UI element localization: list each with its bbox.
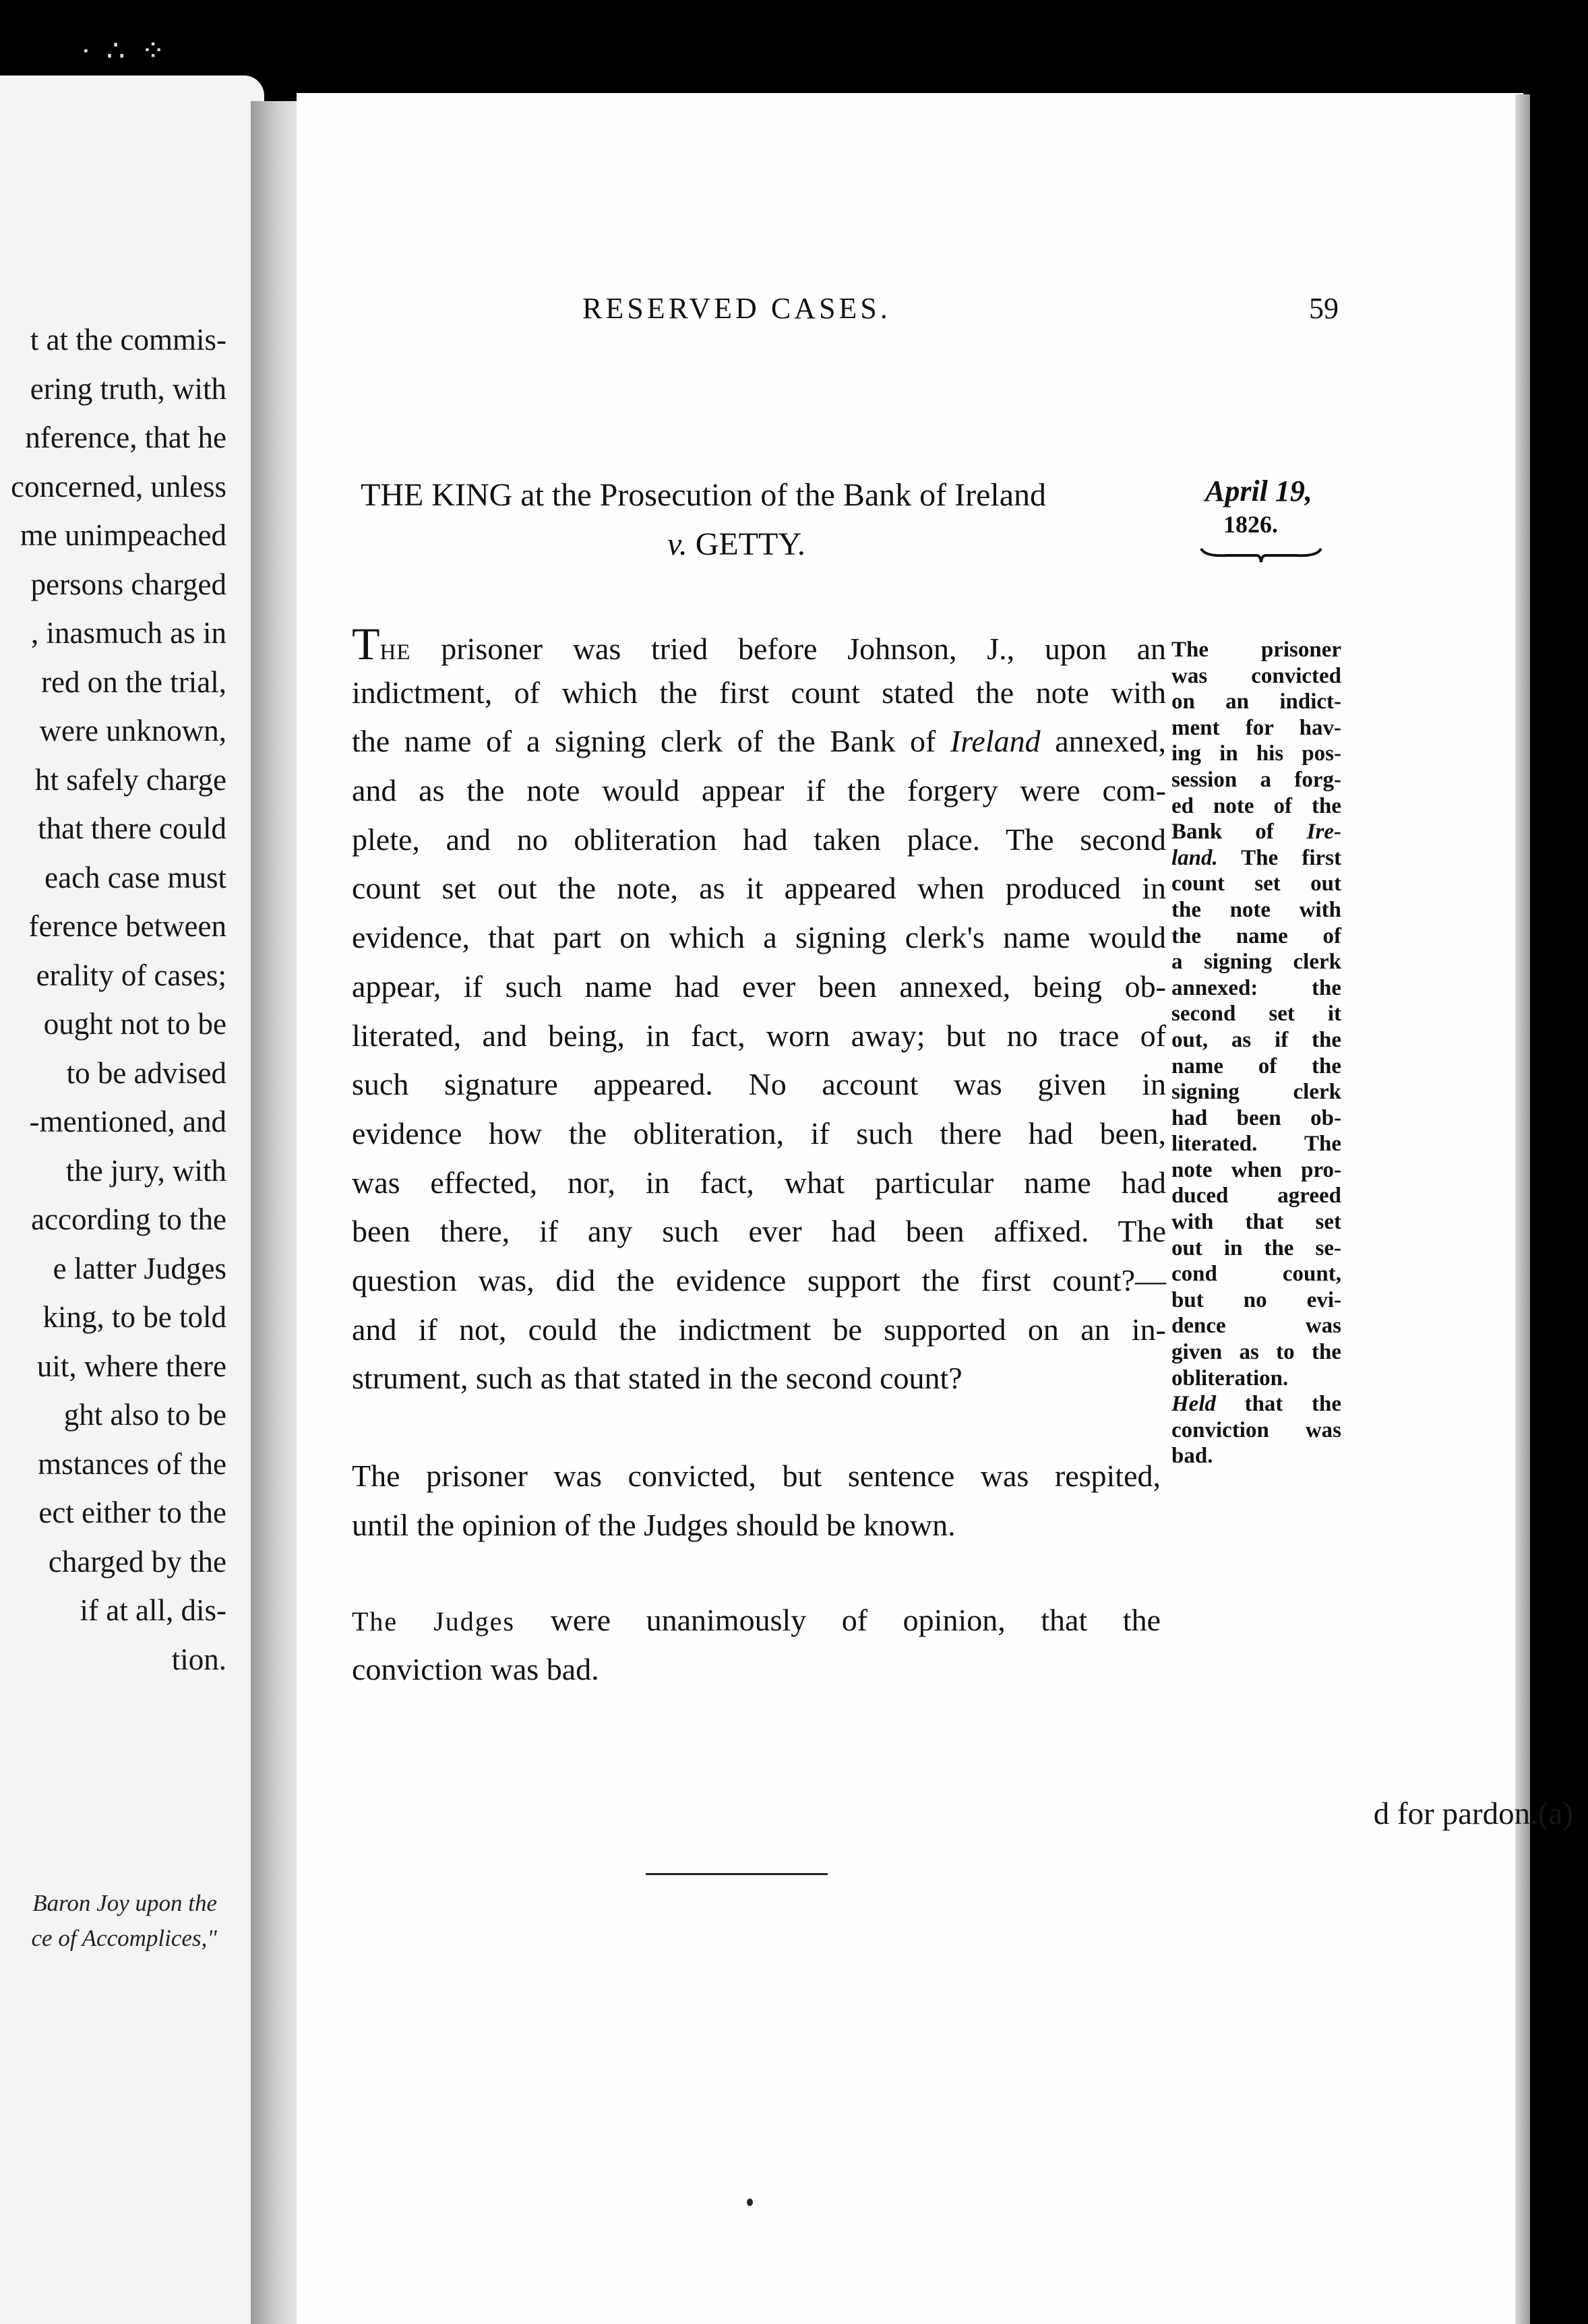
body-line: such signature appeared. No account was given in [352, 1067, 1166, 1102]
page-edge [1515, 94, 1530, 2324]
first-line-text: prisoner was tried before Johnson, J., upon an [410, 632, 1166, 666]
left-page-footnote [0, 1886, 217, 1956]
left-page-line: ht safely charge [34, 762, 226, 797]
marginal-note-line: the note with [1171, 897, 1341, 922]
marginal-note-line: land. The first [1171, 845, 1341, 870]
left-page-line: , inasmuch as in [31, 616, 226, 650]
running-head: RESERVED CASES. [582, 292, 891, 325]
left-page-line: the jury, with [65, 1153, 226, 1188]
marginal-note-line: ing in his pos- [1171, 741, 1341, 766]
left-page-line: ering truth, with [30, 371, 226, 406]
marginal-note-line: out in the se- [1171, 1235, 1341, 1260]
body-line: indictment, of which the first count stated the note with [352, 675, 1166, 710]
marginal-note-line: literated. The [1171, 1132, 1341, 1157]
body-line: question was, did the evidence support the first count?— [352, 1262, 1166, 1297]
marginal-note-line: but no evi- [1171, 1287, 1341, 1312]
marginal-note-line: signing clerk [1171, 1080, 1341, 1105]
left-footnote-line: ce of Accomplices," [31, 1925, 217, 1951]
body-line: until the opinion of the Judges should be known. [352, 1507, 956, 1542]
case-title-line-1: THE KING at the Prosecution of the Bank of Ireland [361, 477, 1047, 513]
body-line: The prisoner was convicted, but sentence was respited, [352, 1459, 1161, 1493]
left-page-line: red on the trial, [41, 665, 226, 699]
left-page-line: charged by the [48, 1544, 226, 1579]
body-line: appear, if such name had ever been annexed, being ob- [352, 969, 1166, 1004]
scan-specks: · ∴ ⁘ [81, 34, 170, 67]
marginal-note-line: ment for hav- [1171, 715, 1341, 740]
left-page-line: -mentioned, and [29, 1105, 226, 1138]
body-line: the name of a signing clerk of the Bank of Ireland annexed, [352, 724, 1166, 759]
left-page-line: concerned, unless [11, 469, 226, 503]
body-line: was effected, nor, in fact, what particular name had [352, 1165, 1166, 1200]
body-line: evidence how the obliteration, if such there had been, [352, 1115, 1166, 1151]
marginal-note-line: duced agreed [1171, 1184, 1341, 1209]
marginal-note-line: second set it [1171, 1002, 1341, 1027]
judges-opinion-paragraph [352, 1596, 1161, 1694]
left-page-text [0, 315, 226, 1684]
marginal-note-line: the name of [1171, 923, 1341, 948]
left-page-line: ght also to be [63, 1398, 226, 1432]
left-page-line: ference between [28, 909, 226, 943]
left-page-line: that there could [38, 812, 226, 845]
left-page-line: mstances of the [38, 1446, 226, 1481]
body-line: literated, and being, in fact, worn away; but no trace of [352, 1018, 1166, 1053]
marginal-note-line: name of the [1171, 1053, 1341, 1078]
left-page-line: were unknown, [39, 714, 226, 747]
body-line: evidence, that part on which a signing clerk's name would [352, 920, 1166, 955]
small-caps-lead: The Judges [352, 1606, 516, 1637]
left-page-line: to be advised [66, 1056, 226, 1090]
first-line-text: were unanimously of opinion, that the [515, 1603, 1161, 1637]
marginal-note-line: given as to the [1171, 1340, 1341, 1365]
marginal-note-line: out, as if the [1171, 1027, 1341, 1052]
left-page-last-line: d for pardon.(a) [1373, 1796, 1573, 1831]
body-line-first [352, 1596, 1161, 1645]
body-line-first [352, 619, 1166, 669]
marginal-note-line: with that set [1171, 1210, 1341, 1235]
left-page-line: ought not to be [43, 1007, 226, 1041]
left-page-line: e latter Judges [53, 1251, 226, 1285]
verdict-paragraph [352, 1452, 1161, 1550]
end-rule [646, 1873, 828, 1875]
left-page-line: ect either to the [38, 1496, 226, 1529]
left-page-line: persons charged [30, 567, 226, 601]
case-title-line-2: v. GETTY. [667, 526, 805, 562]
marginal-note-line: Bank of Ire- [1171, 820, 1341, 845]
left-page-line: if at all, dis- [80, 1593, 226, 1627]
left-page-line: uit, where there [36, 1349, 226, 1383]
marginal-note-line: count set out [1171, 872, 1341, 896]
body-line: strument, such as that stated in the second count? [352, 1361, 963, 1396]
page-number: 59 [1309, 292, 1339, 325]
body-line: and as the note would appear if the forgery were com- [352, 773, 1166, 808]
marginal-note-line: dence was [1171, 1314, 1341, 1339]
left-page-line: me unimpeached [20, 518, 226, 552]
left-page-line: tion. [171, 1642, 226, 1676]
date-brace-ornament [1200, 546, 1322, 568]
marginal-note-line: note when pro- [1171, 1157, 1341, 1182]
marginal-note-line: ed note of the [1171, 793, 1341, 818]
marginal-note-line: Held that the [1171, 1392, 1341, 1417]
case-date-line-2: 1826. [1223, 511, 1278, 538]
drop-cap: T [352, 618, 380, 669]
left-page-line: t at the commis- [30, 323, 226, 357]
marginal-note-line: bad. [1171, 1444, 1213, 1469]
small-caps-lead: HE [379, 640, 411, 665]
left-page-line: king, to be told [42, 1300, 226, 1334]
case-statement-paragraph [352, 619, 1166, 1403]
marginal-note-line: annexed: the [1171, 975, 1341, 1000]
left-page-line: according to the [31, 1202, 226, 1236]
case-date-line-1: April 19, [1205, 475, 1312, 508]
marginal-note-line: was convicted [1171, 663, 1341, 688]
left-page-line: nference, that he [25, 421, 226, 454]
body-line: and if not, could the indictment be supported on an in- [352, 1312, 1166, 1347]
marginal-note-line: obliteration. [1171, 1366, 1289, 1390]
marginal-note-line: The prisoner [1171, 638, 1341, 662]
marginal-note-line: had been ob- [1171, 1105, 1341, 1130]
marginal-note-line: conviction was [1171, 1417, 1341, 1442]
body-line: plete, and no obliteration had taken place. The second [352, 822, 1166, 857]
scan-dot [747, 2199, 753, 2206]
body-line: conviction was bad. [352, 1651, 599, 1686]
marginal-note-line: session a forg- [1171, 767, 1341, 792]
marginal-note-line: on an indict- [1171, 690, 1341, 714]
marginal-note-line: a signing clerk [1171, 950, 1341, 975]
body-line: been there, if any such ever had been affixed. The [352, 1214, 1166, 1249]
marginal-note [1171, 637, 1341, 1469]
body-line: count set out the note, as it appeared when produced in [352, 871, 1166, 906]
marginal-note-line: cond count, [1171, 1262, 1341, 1287]
left-footnote-line: Baron Joy upon the [32, 1890, 217, 1916]
left-page-line: erality of cases; [36, 958, 226, 992]
left-page-line: each case must [44, 860, 226, 894]
